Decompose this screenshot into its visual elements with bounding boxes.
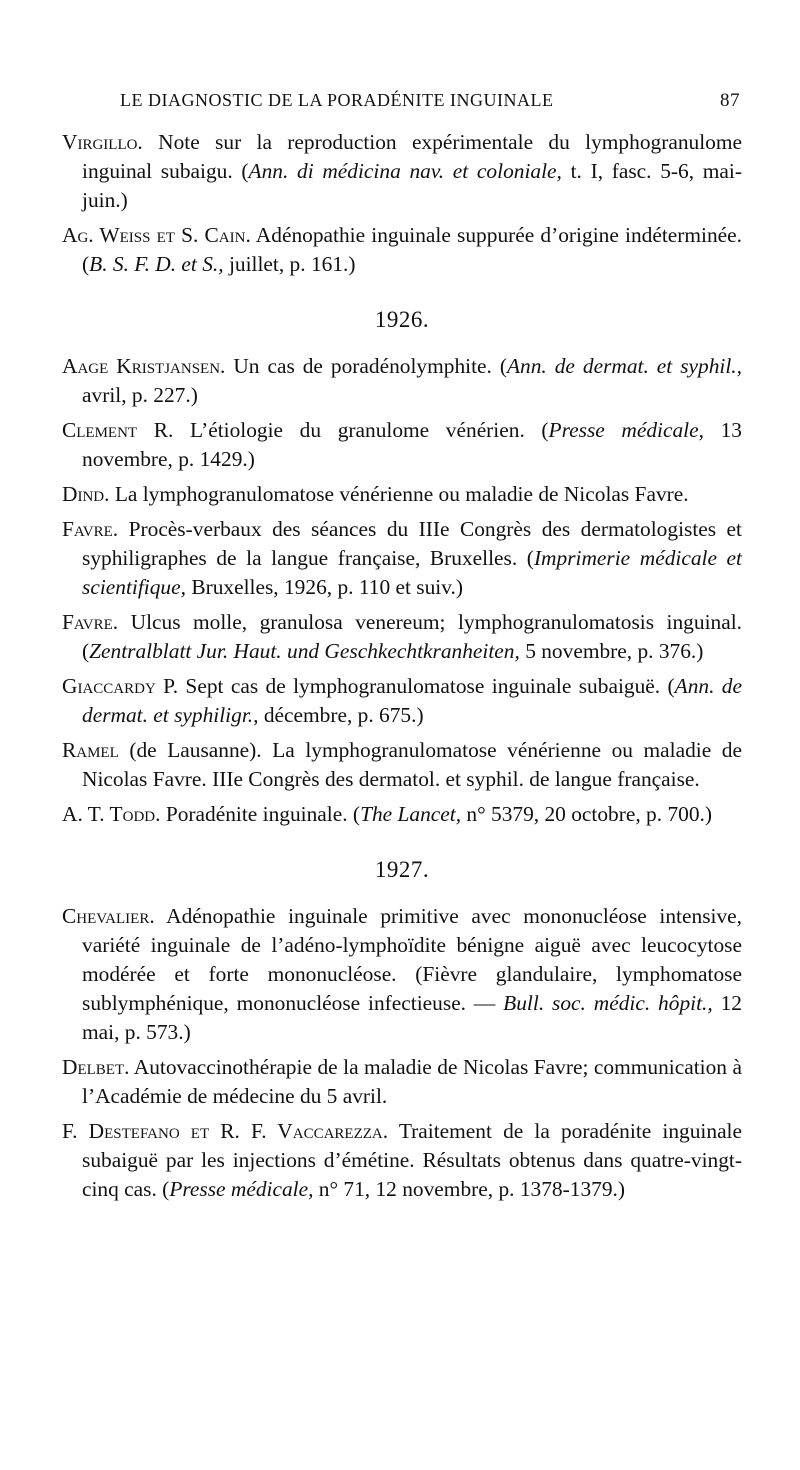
entry-text-end: décembre, p. 675.) [258,703,424,727]
bibliography-entry [62,736,742,794]
entry-author: Favre. [62,517,119,541]
entry-citation: Imprimerie médicale et scientifique, [82,546,742,599]
bibliography-entry [62,480,742,509]
entry-author: A. T. Todd. [62,802,161,826]
entry-text: Ulcus molle, granulosa venereum; lymphogranulomatosis inguinal. ( [82,610,742,663]
entry-author: F. Destefano et R. F. Vaccarezza. [62,1119,389,1143]
entry-citation: Ann. de dermat. et syphiligr., [82,674,742,727]
entry-citation: The Lancet, [360,802,462,826]
entry-author: Favre. [62,610,119,634]
year-heading: 1927. [374,857,430,882]
entry-text: Note sur la reproduction expérimentale du lymphogranulome inguinal subaigu. ( [82,130,742,183]
entry-text: Adénopathie inguinale primitive avec mononucléose intensive, variété inguinale de l’adéno-lymphoïdite bénigne aiguë avec leucocytose modérée et forte mononucléose. (Fièvre glandulaire, lymphomatose sublymphénique, mononucléose infectieuse. — [82,904,742,1015]
running-head [70,90,740,120]
entry-text: La lymphogranulomatose vénérienne ou maladie de Nicolas Favre. [109,482,689,506]
entry-citation: Bull. soc. médic. hôpit., [503,991,713,1015]
bibliography-entry [62,416,742,474]
bibliography-entry [62,128,742,215]
entry-citation: Ann. de dermat. et syphil., [506,354,742,378]
entry-text: Poradénite inguinale. ( [160,802,361,826]
entry-author: Delbet. [62,1055,130,1079]
entry-text-end: n° 5379, 20 octobre, p. 700.) [461,802,713,826]
entry-author: Ag. Weiss et S. Cain. [62,223,251,247]
entry-text-end: avril, p. 227.) [82,383,198,407]
year-heading: 1926. [374,307,430,332]
bibliography-entry [62,515,742,602]
entry-text: Autovaccinothérapie de la maladie de Nicolas Favre; communication à l’Académie de médecine du 5 avril. [82,1055,742,1108]
bibliography-entry [62,672,742,730]
entry-text: L’étiologie du granulome vénérien. ( [173,418,549,442]
entry-text: Procès-verbaux des séances du IIIe Congrès des dermatologistes et syphiligraphes de la langue française, Bruxelles. ( [82,517,742,570]
bibliography-entry [62,352,742,410]
entry-text-end: juillet, p. 161.) [223,252,356,276]
entry-text-end: n° 71, 12 novembre, p. 1378-1379.) [313,1177,625,1201]
bibliography-entry [62,221,742,279]
page-number: 87 [720,90,740,111]
entry-author: Aage Kristjansen. [62,354,226,378]
entry-text: (de Lausanne). La lymphogranulomatose vénérienne ou maladie de Nicolas Favre. IIIe Congrès des dermatol. et syphil. de langue française. [82,738,742,791]
bibliography-entry [62,800,742,829]
entry-text-end: 13 novembre, p. 1429.) [82,418,742,471]
entry-text-end: 12 mai, p. 573.) [82,991,742,1044]
entry-citation: Presse médicale, [169,1177,314,1201]
entry-citation: Zentralblatt Jur. Haut. und Geschkechtkranheiten, [89,639,520,663]
entry-text: Un cas de poradénolymphite. ( [225,354,507,378]
entry-author: Chevalier. [62,904,155,928]
bibliography-entry [62,902,742,1047]
entry-text: Sept cas de lymphogranulomatose inguinale subaiguë. ( [178,674,675,698]
entry-text-end: t. I, fasc. 5-6, mai-juin.) [82,159,742,212]
bibliography [62,128,742,1204]
entry-text-end: 5 novembre, p. 376.) [519,639,704,663]
entry-citation: Presse médicale, [548,418,704,442]
bibliography-entry [62,608,742,666]
bibliography-entry [62,1053,742,1111]
entry-text: Adénopathie inguinale suppurée d’origine indéterminée. ( [82,223,743,276]
entry-text: Traitement de la poradénite inguinale subaiguë par les injections d’émétine. Résultats obtenus dans quatre-vingt-cinq cas. ( [82,1119,742,1201]
entry-author: Ramel [62,738,119,762]
entry-citation: Ann. di médicina nav. et coloniale, [248,159,562,183]
entry-author: Virgillo. [62,130,143,154]
entry-text-end: Bruxelles, 1926, p. 110 et suiv.) [185,575,464,599]
entry-citation: B. S. F. D. et S., [89,252,224,276]
running-head-title: LE DIAGNOSTIC DE LA PORADÉNITE INGUINALE [120,90,554,110]
bibliography-entry [62,1117,742,1204]
entry-author: Dind. [62,482,110,506]
entry-author: Clement R. [62,418,174,442]
entry-author: Giaccardy P. [62,674,179,698]
